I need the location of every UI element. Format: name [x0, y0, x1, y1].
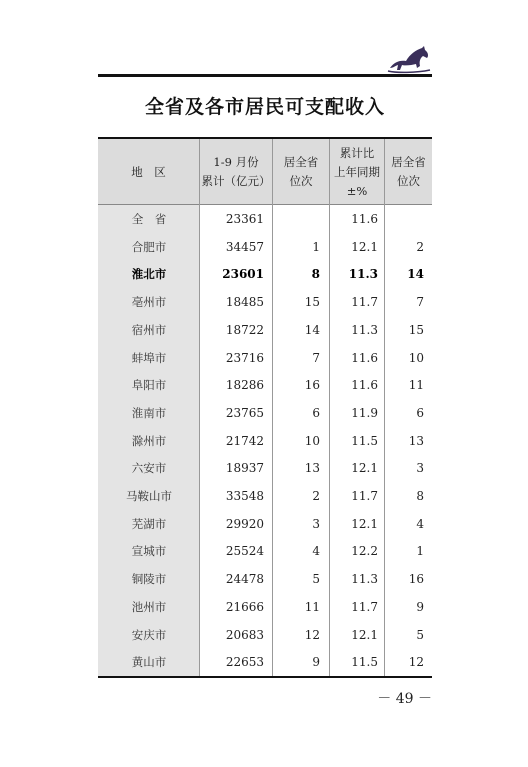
region-cell: 淮南市	[131, 405, 167, 420]
region-cell: 铜陵市	[131, 572, 167, 587]
value-cell: 23765	[225, 405, 264, 420]
table-row	[98, 344, 432, 372]
rank2-cell: 4	[416, 516, 424, 531]
region-cell: 滁州市	[131, 433, 167, 448]
table-row	[98, 648, 432, 676]
value-cell: 22653	[225, 655, 264, 670]
table-row	[98, 427, 432, 455]
rank1-cell: 4	[312, 544, 320, 559]
region-cell: 宣城市	[131, 544, 167, 559]
region-cell: 全 省	[131, 212, 167, 226]
rank2-cell: 14	[407, 267, 424, 282]
growth-cell: 11.3	[351, 572, 378, 587]
rank2-cell: 6	[416, 405, 424, 420]
rank1-cell: 8	[311, 267, 320, 282]
growth-cell: 11.3	[351, 322, 378, 337]
value-cell: 33548	[225, 489, 264, 503]
table-row	[98, 537, 432, 565]
rank2-cell: 12	[408, 655, 424, 670]
region-cell: 马鞍山市	[126, 489, 172, 503]
region-cell: 亳州市	[131, 295, 167, 310]
rank2-cell: 8	[416, 489, 424, 503]
region-cell: 阜阳市	[131, 378, 167, 393]
growth-cell: 11.3	[348, 267, 378, 282]
header-rank1	[273, 139, 329, 205]
header-value-line1: 1-9 月份	[213, 155, 259, 169]
rank2-cell: 9	[416, 599, 424, 614]
rank2-cell	[384, 205, 424, 233]
value-cell: 18722	[225, 322, 264, 337]
rank1-cell	[272, 205, 320, 233]
value-cell: 18485	[225, 295, 264, 310]
region-cell: 芜湖市	[131, 516, 167, 531]
growth-cell: 12.1	[351, 627, 378, 642]
header-growth-line1: 累计比	[339, 145, 375, 160]
table-row	[98, 454, 432, 482]
region-cell: 安庆市	[131, 627, 167, 642]
table-row	[98, 621, 432, 649]
value-cell: 20683	[225, 627, 264, 642]
rank1-cell: 2	[312, 489, 320, 503]
header-growth	[330, 139, 384, 205]
growth-cell: 11.5	[351, 655, 378, 670]
growth-cell: 11.7	[351, 295, 378, 310]
growth-cell: 12.2	[351, 544, 378, 559]
rank1-cell: 15	[304, 295, 320, 310]
header-rank2-line2: 位次	[397, 174, 420, 188]
growth-cell: 11.6	[351, 212, 378, 226]
region-cell: 六安市	[131, 461, 167, 476]
growth-cell: 11.5	[351, 433, 378, 448]
header-rule	[98, 74, 432, 77]
value-cell: 25524	[225, 544, 264, 559]
rank2-cell: 7	[416, 295, 424, 310]
growth-cell: 11.7	[351, 489, 378, 503]
rank2-cell: 11	[408, 378, 424, 393]
value-cell: 23716	[225, 350, 264, 365]
table-row	[98, 316, 432, 344]
table-row	[98, 205, 432, 233]
table-bottom-rule	[98, 676, 432, 678]
rank1-cell: 5	[312, 572, 320, 587]
growth-cell: 11.7	[351, 599, 378, 614]
table-row	[98, 593, 432, 621]
value-cell: 21666	[225, 599, 264, 614]
region-cell: 池州市	[131, 599, 167, 614]
horse-logo-icon	[386, 44, 432, 74]
table-row	[98, 399, 432, 427]
rank2-cell: 5	[416, 627, 424, 642]
table-row	[98, 510, 432, 538]
value-cell: 18937	[225, 461, 264, 476]
growth-cell: 11.6	[351, 378, 378, 393]
region-cell: 淮北市	[131, 267, 167, 282]
rank2-cell: 2	[416, 239, 424, 254]
table-row	[98, 288, 432, 316]
table-row	[98, 233, 432, 261]
rank1-cell: 10	[304, 433, 320, 448]
header-region	[98, 139, 199, 205]
rank1-cell: 14	[304, 322, 320, 337]
header-rank2-line1: 居全省	[391, 155, 426, 169]
page-title: 全省及各市居民可支配收入	[144, 96, 385, 118]
value-cell: 21742	[225, 433, 264, 448]
growth-cell: 12.1	[351, 516, 378, 531]
rank1-cell: 12	[304, 627, 320, 642]
region-cell: 宿州市	[131, 322, 167, 337]
rank1-cell: 9	[312, 655, 320, 670]
rank2-cell: 10	[408, 350, 424, 365]
growth-cell: 12.1	[351, 461, 378, 476]
value-cell: 23601	[222, 267, 264, 282]
rank1-cell: 16	[304, 378, 320, 393]
header-rank1-line2: 位次	[289, 174, 313, 188]
value-cell: 18286	[225, 378, 264, 393]
region-cell: 蚌埠市	[131, 350, 167, 365]
table-row	[98, 482, 432, 510]
header-rank1-line1: 居全省	[283, 155, 319, 169]
header-growth-line2: 上年同期	[334, 164, 380, 179]
rank1-cell: 13	[304, 461, 320, 476]
growth-cell: 12.1	[351, 239, 378, 254]
value-cell: 34457	[225, 239, 264, 254]
region-cell: 合肥市	[131, 239, 167, 254]
rank2-cell: 16	[408, 572, 424, 587]
rank1-cell: 6	[312, 405, 320, 420]
value-cell: 24478	[225, 572, 264, 587]
value-cell: 29920	[225, 516, 264, 531]
rank2-cell: 3	[416, 461, 424, 476]
rank1-cell: 3	[312, 516, 320, 531]
rank1-cell: 11	[304, 599, 320, 614]
growth-cell: 11.6	[351, 350, 378, 365]
growth-cell: 11.9	[351, 405, 378, 420]
header-rank2	[385, 139, 432, 205]
table-row	[98, 260, 432, 288]
value-cell: 23361	[225, 212, 264, 226]
rank2-cell: 13	[408, 433, 424, 448]
region-cell: 黄山市	[131, 655, 167, 670]
page-number: － 49 －	[377, 691, 432, 707]
rank1-cell: 1	[312, 239, 320, 254]
table-row	[98, 371, 432, 399]
header-value-line2: 累计（亿元）	[201, 174, 271, 188]
header-region-label: 地 区	[131, 164, 166, 179]
table-row	[98, 565, 432, 593]
rank2-cell: 15	[408, 322, 424, 337]
header-value	[200, 139, 272, 205]
rank2-cell: 1	[416, 544, 424, 559]
rank1-cell: 7	[312, 350, 320, 365]
header-growth-line3: ±%	[346, 183, 368, 198]
